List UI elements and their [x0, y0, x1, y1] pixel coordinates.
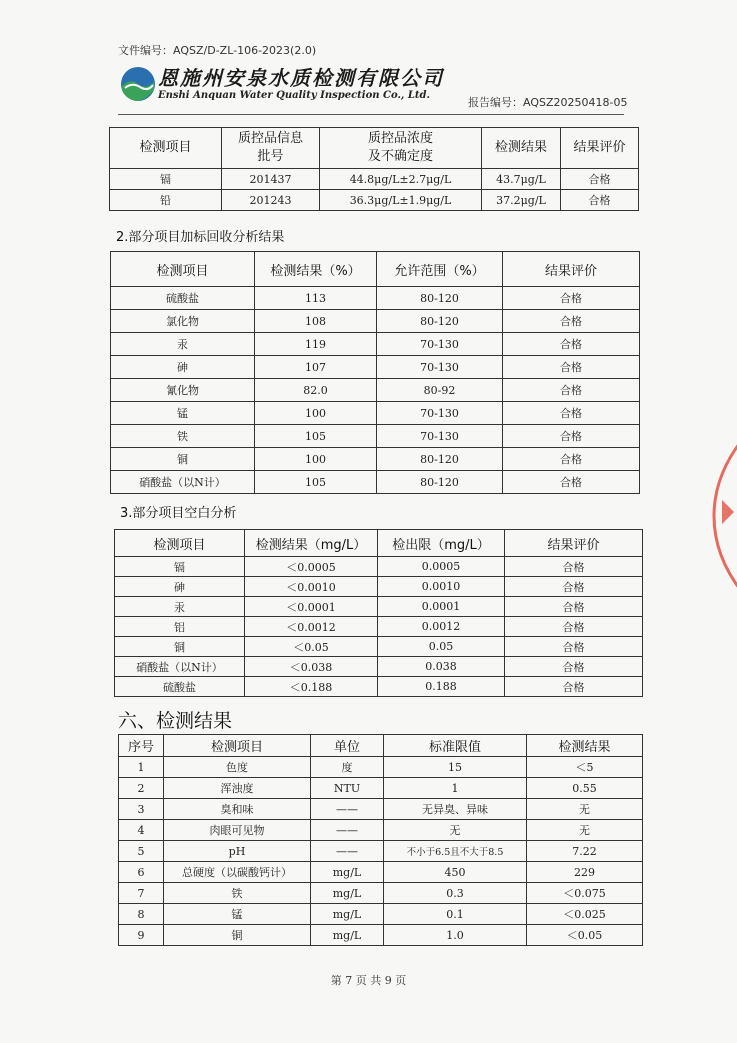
company-name-en: Enshi Anquan Water Quality Inspection Co., Ltd.: [158, 90, 431, 101]
table-body: [111, 287, 640, 494]
table-row: [119, 862, 643, 883]
table-cell: 镉: [115, 557, 245, 577]
table-cell: 5: [119, 841, 164, 862]
table-cell: 合格: [505, 577, 643, 597]
table-cell: ——: [311, 820, 384, 841]
table-row: [119, 757, 643, 778]
table-cell: 0.0001: [378, 597, 505, 617]
table-cell: 铜: [111, 448, 255, 471]
header-cell: 标准限值: [384, 735, 527, 757]
table-cell: 铁: [111, 425, 255, 448]
table-cell: 硫酸盐: [115, 677, 245, 697]
table-cell: mg/L: [311, 883, 384, 904]
quality-control-table: [109, 127, 639, 211]
table-cell: 无异臭、异味: [384, 799, 527, 820]
table-row: [115, 677, 643, 697]
table-cell: 总硬度（以碳酸钙计）: [164, 862, 311, 883]
table-cell: 合格: [503, 333, 640, 356]
table-cell: 无: [527, 799, 643, 820]
table-cell: 铜: [164, 925, 311, 946]
table-cell: 80-120: [377, 448, 503, 471]
table-cell: 0.038: [378, 657, 505, 677]
table-cell: 合格: [505, 557, 643, 577]
table-row: [110, 190, 639, 211]
table-cell: 113: [255, 287, 377, 310]
table-cell: 105: [255, 471, 377, 494]
header-cell: 检测结果: [527, 735, 643, 757]
table-cell: 100: [255, 402, 377, 425]
table-cell: 铝: [115, 617, 245, 637]
water-drop-logo-icon: [116, 60, 160, 104]
table-row: [111, 356, 640, 379]
table-row: [119, 778, 643, 799]
table-cell: 铅: [110, 190, 222, 211]
table-cell: 201437: [222, 169, 320, 190]
table-row: [115, 617, 643, 637]
table-cell: 合格: [505, 657, 643, 677]
table-header-row: [110, 128, 639, 169]
table-cell: 0.188: [378, 677, 505, 697]
table-row: [115, 637, 643, 657]
table-row: [111, 287, 640, 310]
header-cell: 允许范围（%）: [377, 252, 503, 287]
header-cell: 质控品浓度 及不确定度: [320, 128, 482, 169]
page-footer: 第 7 页 共 9 页: [330, 974, 407, 987]
table-row: [119, 820, 643, 841]
table-cell: 0.55: [527, 778, 643, 799]
header-cell: 序号: [119, 735, 164, 757]
header-cell: 质控品信息 批号: [222, 128, 320, 169]
table-cell: 无: [384, 820, 527, 841]
table-cell: 合格: [503, 356, 640, 379]
table-cell: 砷: [115, 577, 245, 597]
table-row: [115, 577, 643, 597]
table-cell: 色度: [164, 757, 311, 778]
table-cell: 合格: [561, 169, 639, 190]
table-cell: 3: [119, 799, 164, 820]
table-cell: 砷: [111, 356, 255, 379]
company-name-cn: 恩施州安泉水质检测有限公司: [158, 66, 444, 90]
table-row: [119, 883, 643, 904]
table-cell: 43.7μg/L: [482, 169, 561, 190]
table-row: [111, 402, 640, 425]
test-results-table: [118, 734, 643, 946]
table-cell: 201243: [222, 190, 320, 211]
table-header-row: [119, 735, 643, 757]
table-cell: 70-130: [377, 402, 503, 425]
table-cell: ＜0.188: [245, 677, 378, 697]
table-cell: ＜0.025: [527, 904, 643, 925]
table-cell: 合格: [503, 448, 640, 471]
header-cell: 检测项目: [111, 252, 255, 287]
table-cell: 硝酸盐（以N计）: [115, 657, 245, 677]
table-cell: 0.0005: [378, 557, 505, 577]
table-cell: mg/L: [311, 862, 384, 883]
table-body: [115, 557, 643, 697]
table-cell: 7: [119, 883, 164, 904]
header-cell: 结果评价: [503, 252, 640, 287]
table-cell: 119: [255, 333, 377, 356]
table-cell: 80-120: [377, 471, 503, 494]
table-row: [119, 841, 643, 862]
header-cell: 检测项目: [164, 735, 311, 757]
table-cell: 229: [527, 862, 643, 883]
table-cell: pH: [164, 841, 311, 862]
table-cell: 铁: [164, 883, 311, 904]
table-cell: 合格: [503, 287, 640, 310]
table-cell: ＜0.0001: [245, 597, 378, 617]
table-cell: 度: [311, 757, 384, 778]
table-cell: ——: [311, 841, 384, 862]
table-cell: 氰化物: [111, 379, 255, 402]
table-cell: 合格: [561, 190, 639, 211]
table-header-row: [115, 530, 643, 557]
table-cell: 9: [119, 925, 164, 946]
table-cell: 80-92: [377, 379, 503, 402]
table-row: [111, 379, 640, 402]
table-cell: 0.1: [384, 904, 527, 925]
table-cell: 44.8μg/L±2.7μg/L: [320, 169, 482, 190]
table-cell: 70-130: [377, 425, 503, 448]
table-cell: 0.05: [378, 637, 505, 657]
table-cell: 70-130: [377, 356, 503, 379]
header-cell: 检测项目: [110, 128, 222, 169]
table-cell: ＜5: [527, 757, 643, 778]
table-row: [111, 448, 640, 471]
table-cell: NTU: [311, 778, 384, 799]
table-cell: 8: [119, 904, 164, 925]
header-cell: 检测结果（%）: [255, 252, 377, 287]
table-cell: 4: [119, 820, 164, 841]
header-cell: 检出限（mg/L）: [378, 530, 505, 557]
table-cell: 合格: [503, 379, 640, 402]
table-row: [111, 425, 640, 448]
section-title-recovery: 2.部分项目加标回收分析结果: [116, 230, 285, 245]
table-cell: 6: [119, 862, 164, 883]
table-cell: ＜0.0005: [245, 557, 378, 577]
table-row: [111, 310, 640, 333]
table-cell: 105: [255, 425, 377, 448]
table-cell: 不小于6.5且不大于8.5: [384, 841, 527, 862]
table-cell: 7.22: [527, 841, 643, 862]
section-title-blank: 3.部分项目空白分析: [120, 506, 237, 521]
table-cell: ＜0.05: [245, 637, 378, 657]
table-cell: 氯化物: [111, 310, 255, 333]
table-cell: 浑浊度: [164, 778, 311, 799]
header-cell: 单位: [311, 735, 384, 757]
table-cell: 合格: [505, 617, 643, 637]
table-cell: 100: [255, 448, 377, 471]
blank-analysis-table: [114, 529, 643, 697]
table-cell: 合格: [505, 597, 643, 617]
header-cell: 结果评价: [505, 530, 643, 557]
table-row: [119, 925, 643, 946]
header-cell: 检测结果（mg/L）: [245, 530, 378, 557]
report-number: 报告编号：AQSZ20250418-05: [468, 96, 628, 109]
table-row: [111, 471, 640, 494]
header-cell: 检测结果: [482, 128, 561, 169]
table-cell: 1: [119, 757, 164, 778]
table-cell: 108: [255, 310, 377, 333]
table-cell: 1: [384, 778, 527, 799]
table-cell: 合格: [503, 402, 640, 425]
table-cell: 合格: [503, 471, 640, 494]
table-header-row: [111, 252, 640, 287]
section-title-results: 六、检测结果: [118, 710, 233, 732]
table-row: [115, 557, 643, 577]
table-cell: 硫酸盐: [111, 287, 255, 310]
table-row: [119, 799, 643, 820]
table-cell: 107: [255, 356, 377, 379]
doc-number: 文件编号：AQSZ/D-ZL-106-2023(2.0): [118, 44, 317, 57]
table-cell: 合格: [505, 677, 643, 697]
table-cell: 无: [527, 820, 643, 841]
table-cell: 合格: [503, 310, 640, 333]
seal-stamp-icon: [708, 436, 737, 596]
table-cell: ＜0.038: [245, 657, 378, 677]
table-row: [115, 657, 643, 677]
table-cell: 70-130: [377, 333, 503, 356]
table-cell: 镉: [110, 169, 222, 190]
table-row: [110, 169, 639, 190]
table-cell: mg/L: [311, 904, 384, 925]
table-cell: 肉眼可见物: [164, 820, 311, 841]
table-cell: 2: [119, 778, 164, 799]
table-cell: 0.0010: [378, 577, 505, 597]
table-cell: ＜0.0012: [245, 617, 378, 637]
table-cell: 15: [384, 757, 527, 778]
header-cell: 检测项目: [115, 530, 245, 557]
table-body: [119, 757, 643, 946]
table-row: [115, 597, 643, 617]
table-cell: 硝酸盐（以N计）: [111, 471, 255, 494]
table-cell: 汞: [115, 597, 245, 617]
table-cell: ＜0.05: [527, 925, 643, 946]
table-cell: ＜0.075: [527, 883, 643, 904]
table-cell: 汞: [111, 333, 255, 356]
table-cell: mg/L: [311, 925, 384, 946]
spike-recovery-table: [110, 251, 640, 494]
header-divider: [118, 114, 624, 115]
table-cell: 锰: [164, 904, 311, 925]
table-cell: 铜: [115, 637, 245, 657]
table-cell: 1.0: [384, 925, 527, 946]
table-cell: 合格: [503, 425, 640, 448]
header-cell: 结果评价: [561, 128, 639, 169]
table-cell: ＜0.0010: [245, 577, 378, 597]
table-row: [111, 333, 640, 356]
table-cell: 0.0012: [378, 617, 505, 637]
table-row: [119, 904, 643, 925]
table-cell: 36.3μg/L±1.9μg/L: [320, 190, 482, 211]
table-cell: 450: [384, 862, 527, 883]
table-cell: 合格: [505, 637, 643, 657]
table-cell: 82.0: [255, 379, 377, 402]
table-cell: 37.2μg/L: [482, 190, 561, 211]
table-cell: ——: [311, 799, 384, 820]
table-cell: 80-120: [377, 310, 503, 333]
table-cell: 0.3: [384, 883, 527, 904]
table-cell: 锰: [111, 402, 255, 425]
table-cell: 80-120: [377, 287, 503, 310]
table-cell: 臭和味: [164, 799, 311, 820]
